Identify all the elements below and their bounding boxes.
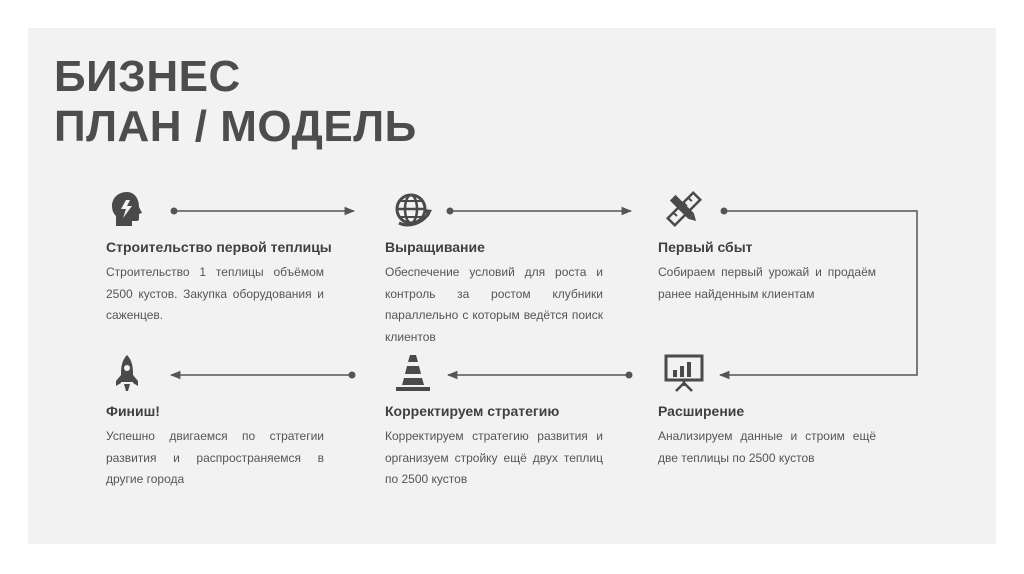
- step-1-description: Строительство 1 теплицы объёмом 2500 кустов. Закупка оборудования и саженцев.: [106, 265, 324, 322]
- title-line-1: БИЗНЕС: [54, 52, 241, 101]
- pencil-ruler-icon: [664, 189, 704, 229]
- step-2-title: Выращивание: [385, 239, 485, 255]
- step-6-title: Финиш!: [106, 403, 160, 419]
- step-1-title: Строительство первой теплицы: [106, 239, 332, 255]
- rocket-icon: [107, 353, 147, 393]
- step-2-description: Обеспечение условий для роста и контроль за ростом клубники параллельно с которым ведётся поиск клиентов: [385, 265, 603, 344]
- page-title: [54, 52, 417, 152]
- presentation-chart-icon: [664, 353, 704, 393]
- step-3-title: Первый сбыт: [658, 239, 753, 255]
- step-4-title: Расширение: [658, 403, 745, 419]
- head-idea-icon: [107, 189, 147, 229]
- step-6-description: Успешно двигаемся по стратегии развития и распространяемся в другие города: [106, 429, 324, 486]
- title-line-2: ПЛАН / МОДЕЛЬ: [54, 102, 417, 151]
- traffic-cone-icon: [393, 353, 433, 393]
- step-5-description: Корректируем стратегию развития и организуем стройку ещё двух теплиц по 2500 кустов: [385, 429, 603, 486]
- step-3-description: Собираем первый урожай и продаём ранее найденным клиентам: [658, 265, 876, 301]
- step-4-description: Анализируем данные и строим ещё две теплицы по 2500 кустов: [658, 429, 876, 465]
- step-5-title: Корректируем стратегию: [385, 403, 560, 419]
- globe-arrow-icon: [393, 189, 433, 229]
